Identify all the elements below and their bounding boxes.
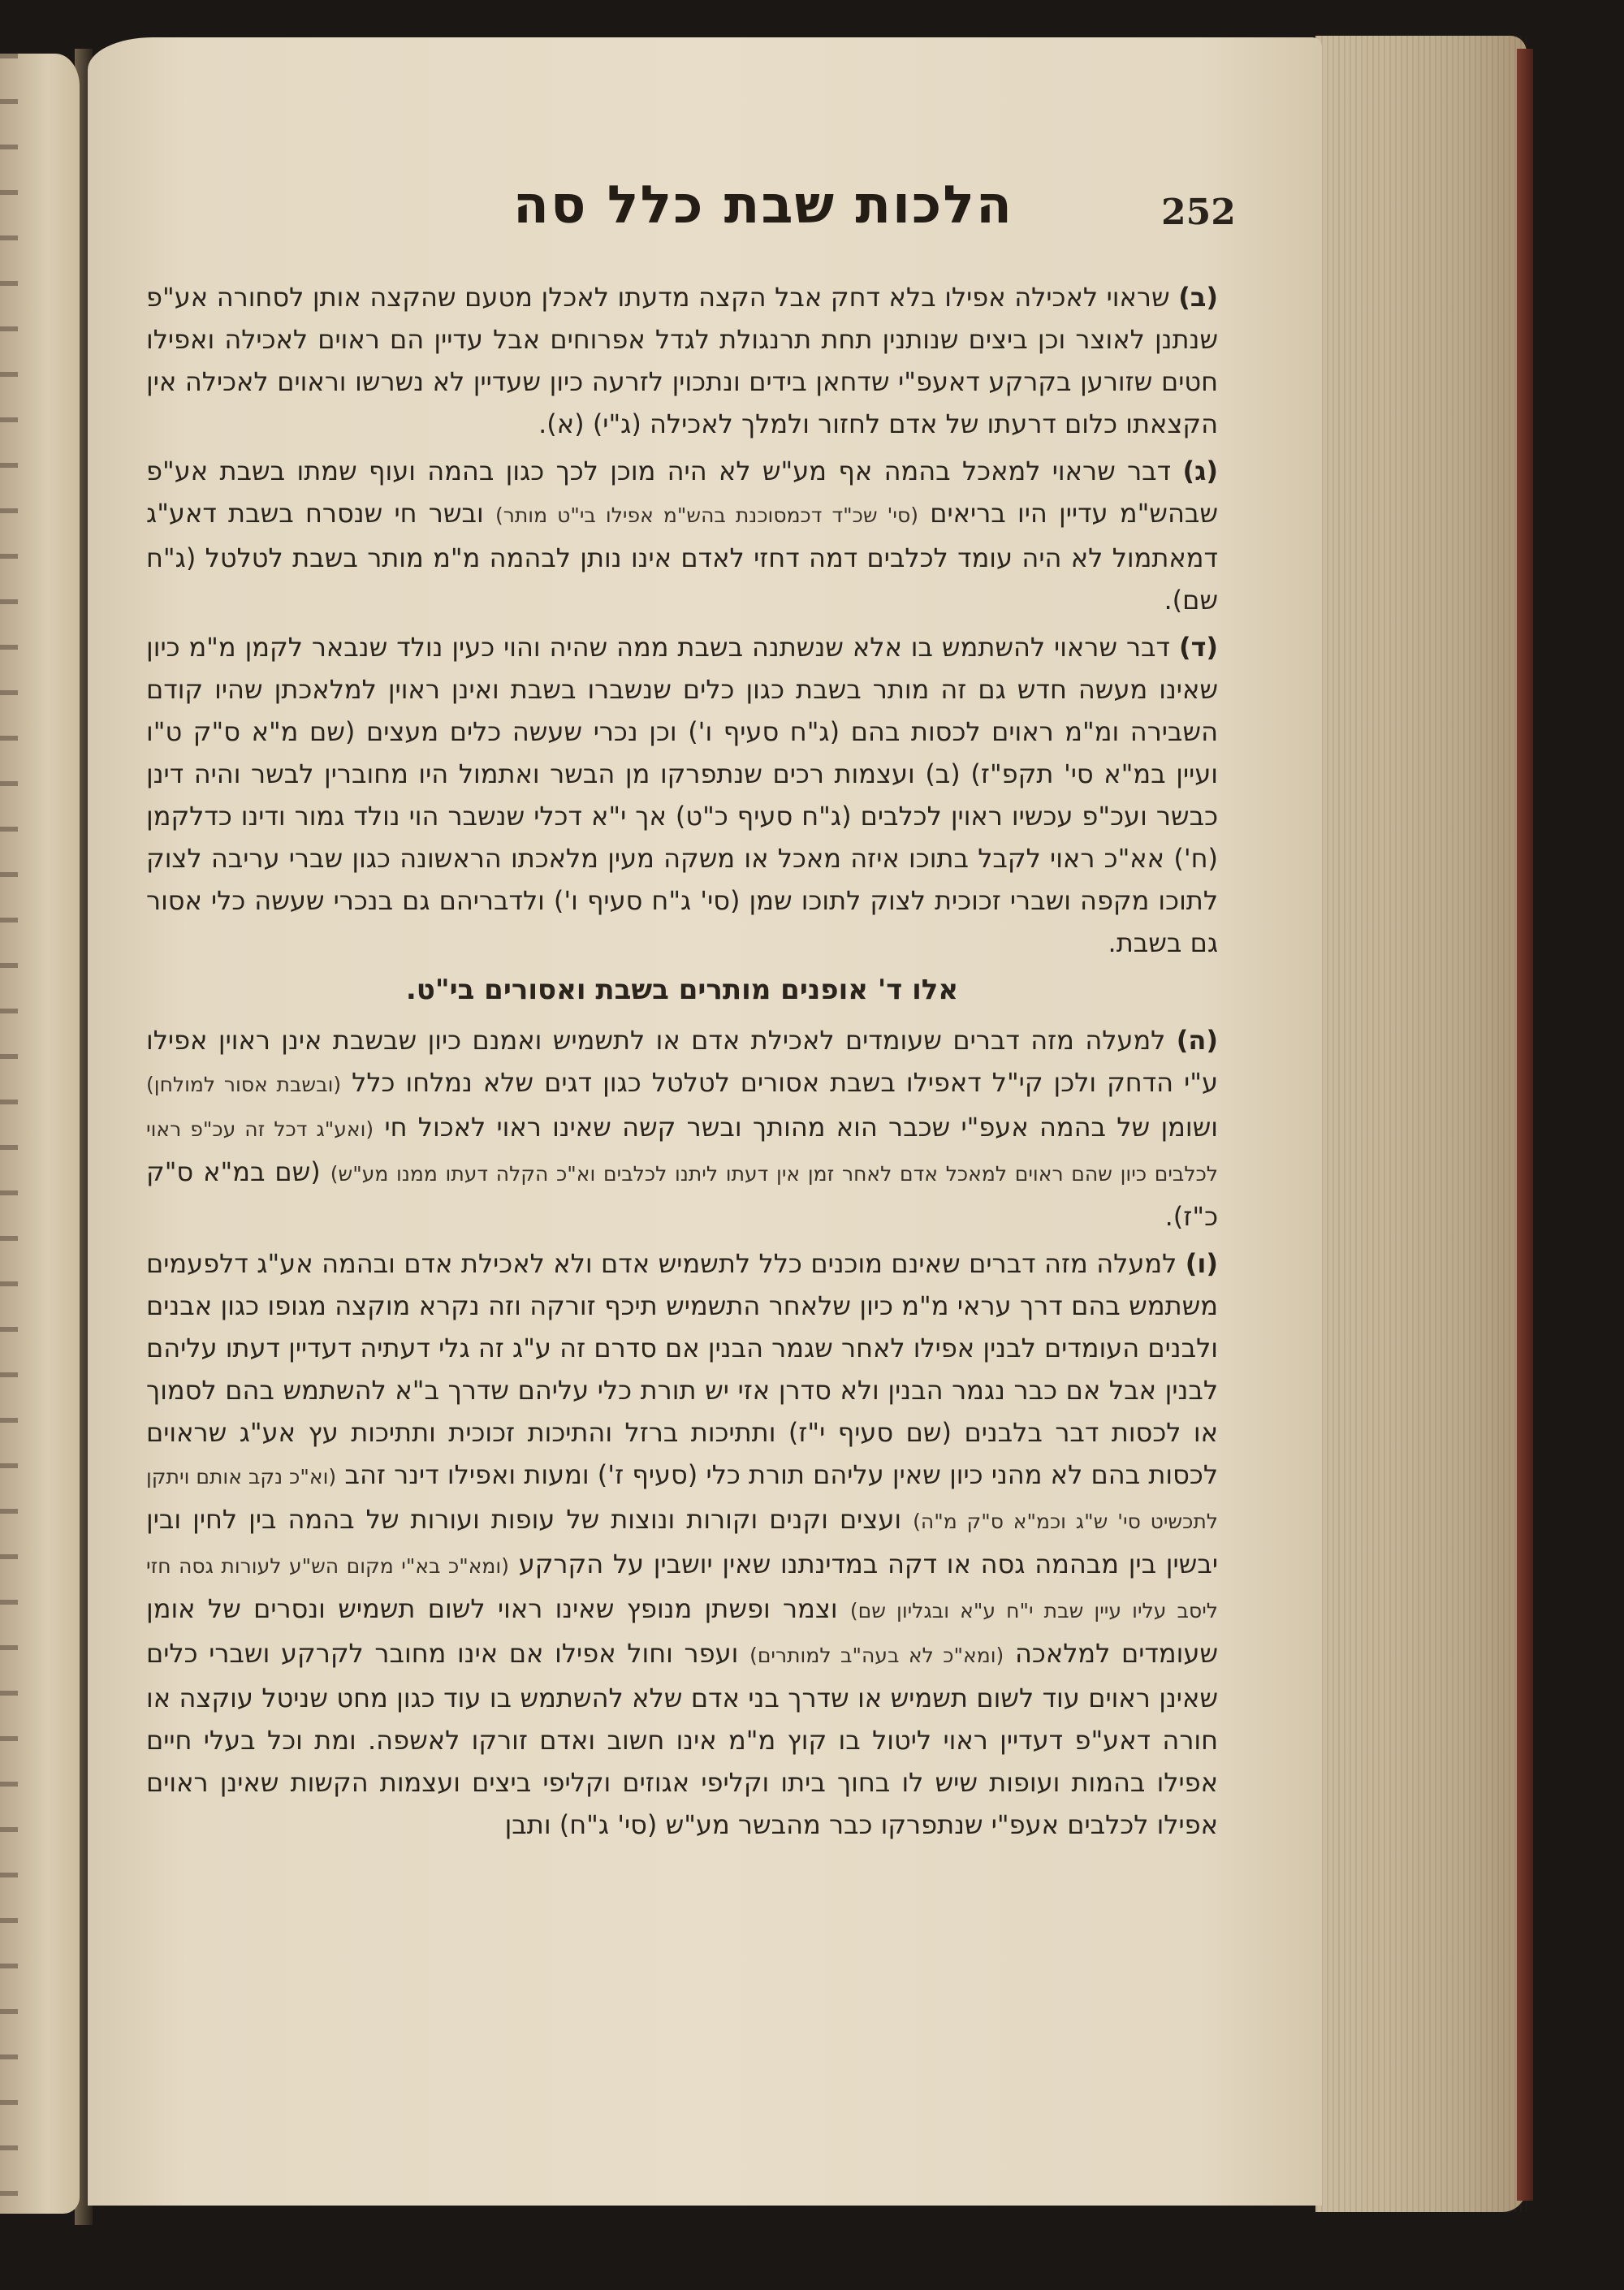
paragraph-g bbox=[146, 450, 1218, 621]
page-number: 252 bbox=[1161, 192, 1236, 233]
gloss-note: (ומא"כ לא בעה"ב למותרים) bbox=[749, 1644, 1004, 1667]
paragraph-marker: (ו) bbox=[1185, 1248, 1218, 1279]
paragraph-text: ובשר חי שנסרח בשבת דאע"ג דמאתמול לא היה עומד לכלבים דמה דחזי לאדם אינו נותן לבהמה מ"מ מותר בשבת לטלטל (ג"ח שם). bbox=[146, 498, 1218, 616]
gloss-note: (ומא"כ בא"י מקום הש"ע לעורות גסה חזי ליסב עליו עיין שבת י"ח ע"א ובגליון שם) bbox=[146, 1554, 1218, 1622]
gloss-note: (סי' שכ"ד דכמסוכנת בהש"מ אפילו בי"ט מותר) bbox=[495, 503, 918, 527]
paragraph-b bbox=[146, 276, 1218, 445]
paragraph-text: שראוי לאכילה אפילו בלא דחק אבל הקצה מדעתו לאכלן מטעם שהקצה אותן לסחורה אע"פ שנתנן לאוצר וכן ביצים שנותנין תחת תרנגולת לגדל אפרוחים אבל עדיין הם ראוים לאכילה ואפילו חטים שזורען בקרקע דאעפ"י שדחאן בידים ונתכוין לזרעה כיון שעדיין לא נשרשו וראוים לאכילה אין הקצאתו כלום דרעתו של אדם לחזור ולמלך לאכילה (ג"י) (א). bbox=[146, 282, 1218, 439]
previous-page-edge bbox=[0, 54, 80, 2214]
running-title: הלכות שבת כלל סה bbox=[513, 175, 1013, 235]
section-summary-line: אלו ד' אופנים מותרים בשבת ואסורים בי"ט. bbox=[405, 974, 959, 1006]
paragraph-marker: (ג) bbox=[1182, 456, 1218, 486]
paragraph-marker: (ה) bbox=[1176, 1025, 1218, 1056]
paragraph-text: ועפר וחול אפילו אם אינו מחובר לקרקע ושברי כלים שאינן ראוים עוד לשום תשמיש או שדרך בני אדם שלא להשתמש בו עוד כגון מחט שניטל עוקצה או חורה דאע"פ דעדיין ראוי ליטול בו קוץ מ"מ אינו חשוב ואדם זורקו לאשפה. ומת וכל בעלי חיים אפילו בהמות ועופות שיש לו בחוך ביתו וקליפי אגוזים וקליפי ביצים ועצמות הקשות שאינן ראוים אפילו לכלבים אעפ"י שנתפרקו כבר מהבשר מע"ש (סי' ג"ח) ותבן bbox=[146, 1638, 1218, 1840]
paragraph-text: ועצים וקנים וקורות ונוצות של עופות ועורות של בהמה בין לחין ובין יבשין בין מבהמה גסה או דקה במדינתנו שאין יושבין על הקרקע bbox=[146, 1504, 1218, 1579]
book-cover-edge bbox=[1517, 49, 1533, 2201]
paragraph-text: למעלה מזה דברים שאינם מוכנים כלל לתשמיש אדם ולא לאכילת אדם ובהמה אע"ג דלפעמים משתמש בהם דרך עראי מ"מ כיון שלאחר התשמיש תיכף זורקה וזה נקרא מוקצה מגופו כגון אבנים ולבנים העומדים לבנין אפילו לאחר שגמר הבנין אם סדרם זה ע"ג זה גלי דעתיה דעדיין דעתו עליהם לבנין אבל אם כבר נגמר הבנין ולא סדרן אזי יש תורת כלי עליהם שדרך ב"א להשתמש בהם לסמוך או לכסות דבר בלבנים (שם סעיף י"ז) ותתיכות ברזל והתיכות זכוכית ותתיכות עץ אע"ג שראוים לכסות בהם לא מהני כיון שאין עליהם תורת כלי (סעיף ז') ומעות ואפילו דינר זהב bbox=[146, 1248, 1218, 1490]
paragraph-text: ושומן של בהמה אעפ"י שכבר הוא מהותך ובשר קשה שאינו ראוי לאכול חי bbox=[384, 1112, 1218, 1143]
paragraph-v bbox=[146, 1242, 1218, 1846]
paragraph-text: וצמר ופשתן מנופץ שאינו ראוי לשום תשמיש ונסרים של אומן שעומדים למלאכה bbox=[146, 1593, 1218, 1669]
paragraph-text: (שם במ"א ס"ק כ"ז). bbox=[146, 1156, 1218, 1232]
gloss-note: (ובשבת אסור למולחן) bbox=[146, 1073, 342, 1096]
paragraph-text: דבר שראוי להשתמש בו אלא שנשתנה בשבת ממה שהיה והוי כעין נולד שנבאר לקמן מ"מ כיון שאינו מעשה חדש גם זה מותר בשבת כגון כלים שנשברו בשבת ואינן ראוין למלאכתן שהיו קודם השבירה ומ"מ ראוים לכסות בהם (ג"ח סעיף ו') וכן נכרי שעשה כלים מעצים (שם מ"א ס"ק ט"ו ועיין במ"א סי' תקפ"ז) (ב) ועצמות רכים שנתפרקו מן הבשר ואתמול היו מחוברין לבשר והיה דינן כבשר ועכ"פ עכשיו ראוין לכלבים (ג"ח סעיף כ"ט) אך י"א דכלי שנשבר הוי נולד גמור ודינו כדלקמן (ח') אא"כ ראוי לקבל בתוכו איזה מאכל או משקה מעין מלאכתו הראשונה כגון שברי עריבה לצוק לתוכו מקפה ושברי זכוכית לצוק לתוכו שמן (סי' ג"ח סעיף ו') ולדבריהם גם בנכרי שעשה כלי אסור גם בשבת. bbox=[146, 632, 1218, 958]
paragraph-text: דבר שראוי למאכל בהמה אף מע"ש לא היה מוכן לכך כגון בהמה ועוף שמתו בשבת אע"פ שבהש"מ עדיין היו בריאים bbox=[146, 456, 1218, 529]
book-page-edges bbox=[1315, 36, 1527, 2212]
paragraph-marker: (ד) bbox=[1178, 632, 1218, 663]
previous-page-text-fragments bbox=[0, 54, 18, 2214]
paragraph-marker: (ב) bbox=[1178, 282, 1218, 313]
page-edge-lines bbox=[1315, 36, 1527, 2212]
paragraph-h bbox=[146, 1019, 1218, 1238]
gloss-note: (וא"כ נקב אותם ויתקן לתכשיט סי' ש"ג וכמ"א ס"ק מ"ה) bbox=[146, 1465, 1218, 1533]
paragraph-d bbox=[146, 626, 1218, 964]
paragraph-text: למעלה מזה דברים שעומדים לאכילת אדם או לתשמיש ואמנם כיון שבשבת אינן ראוין אפילו ע"י הדחק ולכן קי"ל דאפילו בשבת אסורים לטלטל כגון דגים שלא נמלחו כלל bbox=[146, 1025, 1218, 1098]
page-header bbox=[154, 171, 1234, 260]
gloss-note: (ואע"ג דכל זה עכ"פ ראוי לכלבים כיון שהם ראוים למאכל אדם לאחר זמן אין דעתו ליתנו לכלבים וא"כ הקלה דעתו ממנו מע"ש) bbox=[146, 1117, 1218, 1186]
page-body bbox=[146, 276, 1218, 2168]
